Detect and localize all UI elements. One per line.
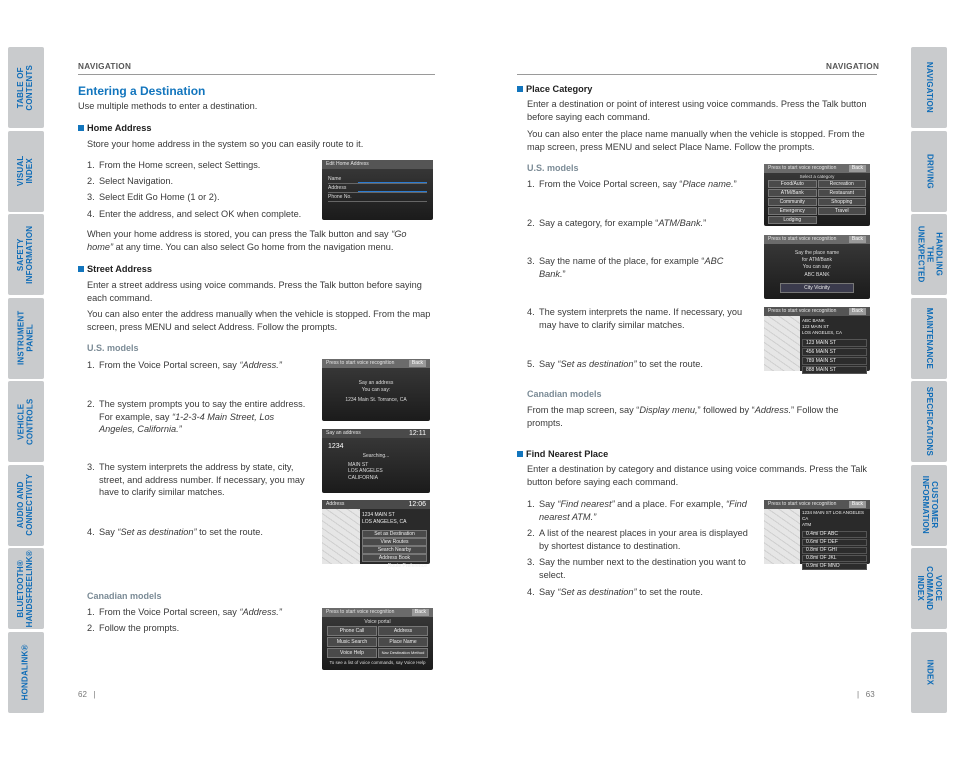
find-step-3: 3. Say the number next to the destination you want to select. bbox=[527, 557, 746, 580]
street-para-2: You can also enter the address manually when the vehicle is stopped. From the map screen, press MENU and select Address. Follow the prompts. bbox=[87, 309, 431, 332]
heading-text: Find Nearest Place bbox=[526, 449, 609, 459]
running-head-left: NAVIGATION bbox=[78, 62, 132, 71]
home-step-2: Select Navigation. bbox=[99, 176, 174, 187]
home-steps: 1. From the Home screen, select Settings. 2. Select Navigation. 3. Select Edit Go Home (1 or 2). 4. Enter the address, and select OK when complete. bbox=[87, 160, 302, 219]
tab-hondalink[interactable] bbox=[8, 632, 44, 713]
tab-handling-unexpected[interactable] bbox=[911, 214, 947, 295]
tab-label: HANDLING THE UNEXPECTED bbox=[916, 226, 944, 283]
tab-maintenance[interactable] bbox=[911, 298, 947, 379]
tab-visual-index[interactable] bbox=[8, 131, 44, 212]
tab-bluetooth[interactable] bbox=[8, 548, 44, 629]
screen-voice-portal-canada: Press to start voice recognition Back Voice portal Phone Call Address Music Search Place Name Voice Help Nav Destination Method To see a list of voice commands, say Voice Help bbox=[322, 608, 433, 670]
tab-label: VISUAL INDEX bbox=[16, 155, 34, 187]
home-step-3: Select Edit Go Home (1 or 2). bbox=[99, 192, 220, 203]
home-address-text: Store your home address in the system so you can easily route to it. bbox=[87, 139, 364, 149]
canadian-models-label-right: Canadian models bbox=[527, 389, 602, 399]
header-rule-left bbox=[78, 74, 435, 75]
find-step-1: 1. Say “Find nearest” and a place. For example, “Find nearest ATM.” bbox=[527, 499, 747, 522]
tab-driving[interactable] bbox=[911, 131, 947, 212]
street-step-3: 3. The system interprets the address by state, city, street, and address number. If necessary, you may have to clarify similar matches. bbox=[87, 462, 305, 498]
tab-label: CUSTOMER INFORMATION bbox=[921, 475, 939, 535]
page-number-left: 62 | bbox=[78, 690, 96, 699]
screen-address-result: Address 12:06 1234 MAIN ST LOS ANGELES, CA Set as Destination View Routes Search Nearby Address Book Route Preference bbox=[322, 500, 430, 564]
map-thumbnail bbox=[322, 509, 360, 564]
tab-label: MAINTENANCE bbox=[925, 307, 935, 369]
tab-label: TABLE OF CONTENTS bbox=[16, 64, 35, 111]
place-step-1: 1. From the Voice Portal screen, say “Place name.” bbox=[527, 179, 737, 189]
home-step-1: From the Home screen, select Settings. bbox=[99, 160, 261, 170]
find-nearest-heading bbox=[517, 448, 608, 461]
place-step-3: 3. Say the name of the place, for example “ABC Bank.” bbox=[527, 256, 724, 279]
canadian-text: From the map screen, say “Display menu,” followed by “Address.” Follow the prompts. bbox=[527, 405, 839, 428]
tab-label: SPECIFICATIONS bbox=[925, 386, 935, 457]
street-step-4: 4. Say “Set as destination” to set the route. bbox=[87, 527, 263, 537]
left-section-tabs bbox=[8, 47, 44, 715]
screen-select-category: Press to start voice recognition Back Select a category Food/Auto Recreation ATM/Bank Restaurant Community Shopping Emergency Travel Lodging bbox=[764, 164, 870, 226]
canadian-step-2: 2. Follow the prompts. bbox=[87, 623, 180, 633]
place-step-5: 5. Say “Set as destination” to set the route. bbox=[527, 359, 703, 369]
tab-table-of-contents[interactable] bbox=[8, 47, 44, 128]
bullet-square-icon bbox=[517, 451, 523, 457]
screen-say-place-name: Press to start voice recognition Back Say the place name for ATM/Bank You can say: ABC BANK City Vicinity bbox=[764, 235, 870, 299]
intro-text: Use multiple methods to enter a destination. bbox=[78, 101, 258, 111]
screen-find-nearest: Press to start voice recognition Back 1234 MAIN ST LOS ANGELES CA ATM 0.4mi OF ABC 0.6mi OF DEF 0.8mi OF GHI 0.8mi OF JKL 0.9mi OF MNO bbox=[764, 500, 870, 564]
header-rule-right bbox=[517, 74, 877, 75]
go-home-note: When your home address is stored, you can press the Talk button and say “Go home” at any time. You can also select Go home from the navigation menu. bbox=[87, 229, 407, 252]
tab-label: AUDIO AND CONNECTIVITY bbox=[16, 474, 34, 536]
tab-safety-information[interactable] bbox=[8, 214, 44, 295]
screen-place-matches: Press to start voice recognition Back ABC BANK 123 MAIN ST LOS ANGELES, CA 123 MAIN ST 456 MAIN ST 789 MAIN ST 888 MAIN ST bbox=[764, 307, 870, 371]
tab-label: VEHICLE CONTROLS bbox=[16, 398, 34, 445]
heading-text: Place Category bbox=[526, 84, 593, 94]
home-step-4: Enter the address, and select OK when complete. bbox=[99, 208, 302, 219]
home-address-heading bbox=[78, 122, 152, 135]
tab-vehicle-controls[interactable] bbox=[8, 381, 44, 462]
find-step-2: 2. A list of the nearest places in your area is displayed by shortest distance to destination. bbox=[527, 528, 748, 551]
map-thumbnail bbox=[764, 316, 800, 371]
heading-text: Home Address bbox=[87, 123, 152, 133]
bullet-square-icon bbox=[78, 125, 84, 131]
place-category-heading bbox=[517, 83, 592, 96]
street-step-2: 2. The system prompts you to say the entire address. For example, say “1-2-3-4 Main Street, Los Angeles, California.” bbox=[87, 399, 306, 435]
screen-edit-home-address: Edit Home Address Name Address Phone No. bbox=[322, 160, 433, 220]
canadian-models-label: Canadian models bbox=[87, 591, 162, 601]
tab-label: NAVIGATION bbox=[925, 61, 935, 114]
tab-index[interactable] bbox=[911, 632, 947, 713]
page-number-right: | 63 bbox=[857, 690, 875, 699]
tab-voice-command-index[interactable] bbox=[911, 548, 947, 629]
place-para-2: You can also enter the place name manually when the vehicle is stopped. From the map screen, press MENU and select Place Name. Follow the prompts. bbox=[527, 129, 865, 152]
bullet-square-icon bbox=[78, 266, 84, 272]
screen-searching: Say an address 12:11 1234 Searching... MAIN ST LOS ANGELES CALIFORNIA bbox=[322, 429, 430, 493]
tab-label: SAFETY INFORMATION bbox=[16, 225, 35, 284]
tab-label: BLUETOOTH® HANDSFREELINK® bbox=[16, 549, 35, 628]
tab-label: DRIVING bbox=[925, 153, 935, 189]
tab-instrument-panel[interactable] bbox=[8, 298, 44, 379]
screen-say-address: Press to start voice recognition Back Say an address You can say: 1234 Main St. Torrance, CA bbox=[322, 359, 430, 421]
tab-label: HONDALINK® bbox=[20, 644, 30, 700]
place-step-4: 4. The system interprets the name. If necessary, you may have to clarify similar matches. bbox=[527, 307, 743, 330]
find-para-1: Enter a destination by category and distance using voice commands. Press the Talk button before saying each command. bbox=[527, 464, 867, 487]
map-thumbnail bbox=[764, 509, 800, 564]
us-models-label-right: U.S. models bbox=[527, 163, 579, 173]
us-models-label: U.S. models bbox=[87, 343, 139, 353]
street-para-1: Enter a street address using voice commands. Press the Talk button before saying each command. bbox=[87, 280, 422, 303]
street-step-1: 1. From the Voice Portal screen, say “Address.” bbox=[87, 360, 282, 370]
tab-label: INSTRUMENT PANEL bbox=[16, 310, 35, 366]
tab-label: INDEX bbox=[925, 659, 935, 685]
tab-specifications[interactable] bbox=[911, 381, 947, 462]
place-step-2: 2. Say a category, for example “ATM/Bank.” bbox=[527, 218, 707, 228]
tab-label: VOICE COMMAND INDEX bbox=[916, 566, 944, 611]
find-step-4: 4. Say “Set as destination” to set the route. bbox=[527, 587, 703, 597]
tab-customer-information[interactable] bbox=[911, 465, 947, 546]
bullet-square-icon bbox=[517, 86, 523, 92]
street-address-heading bbox=[78, 263, 152, 276]
tab-audio-connectivity[interactable] bbox=[8, 465, 44, 546]
place-para-1: Enter a destination or point of interest using voice commands. Press the Talk button before saying each command. bbox=[527, 99, 867, 122]
tab-navigation[interactable] bbox=[911, 47, 947, 128]
right-section-tabs bbox=[911, 47, 947, 715]
page-title: Entering a Destination bbox=[78, 84, 206, 98]
running-head-right: NAVIGATION bbox=[826, 62, 880, 71]
heading-text: Street Address bbox=[87, 264, 153, 274]
canadian-step-1: 1. From the Voice Portal screen, say “Address.” bbox=[87, 607, 282, 617]
